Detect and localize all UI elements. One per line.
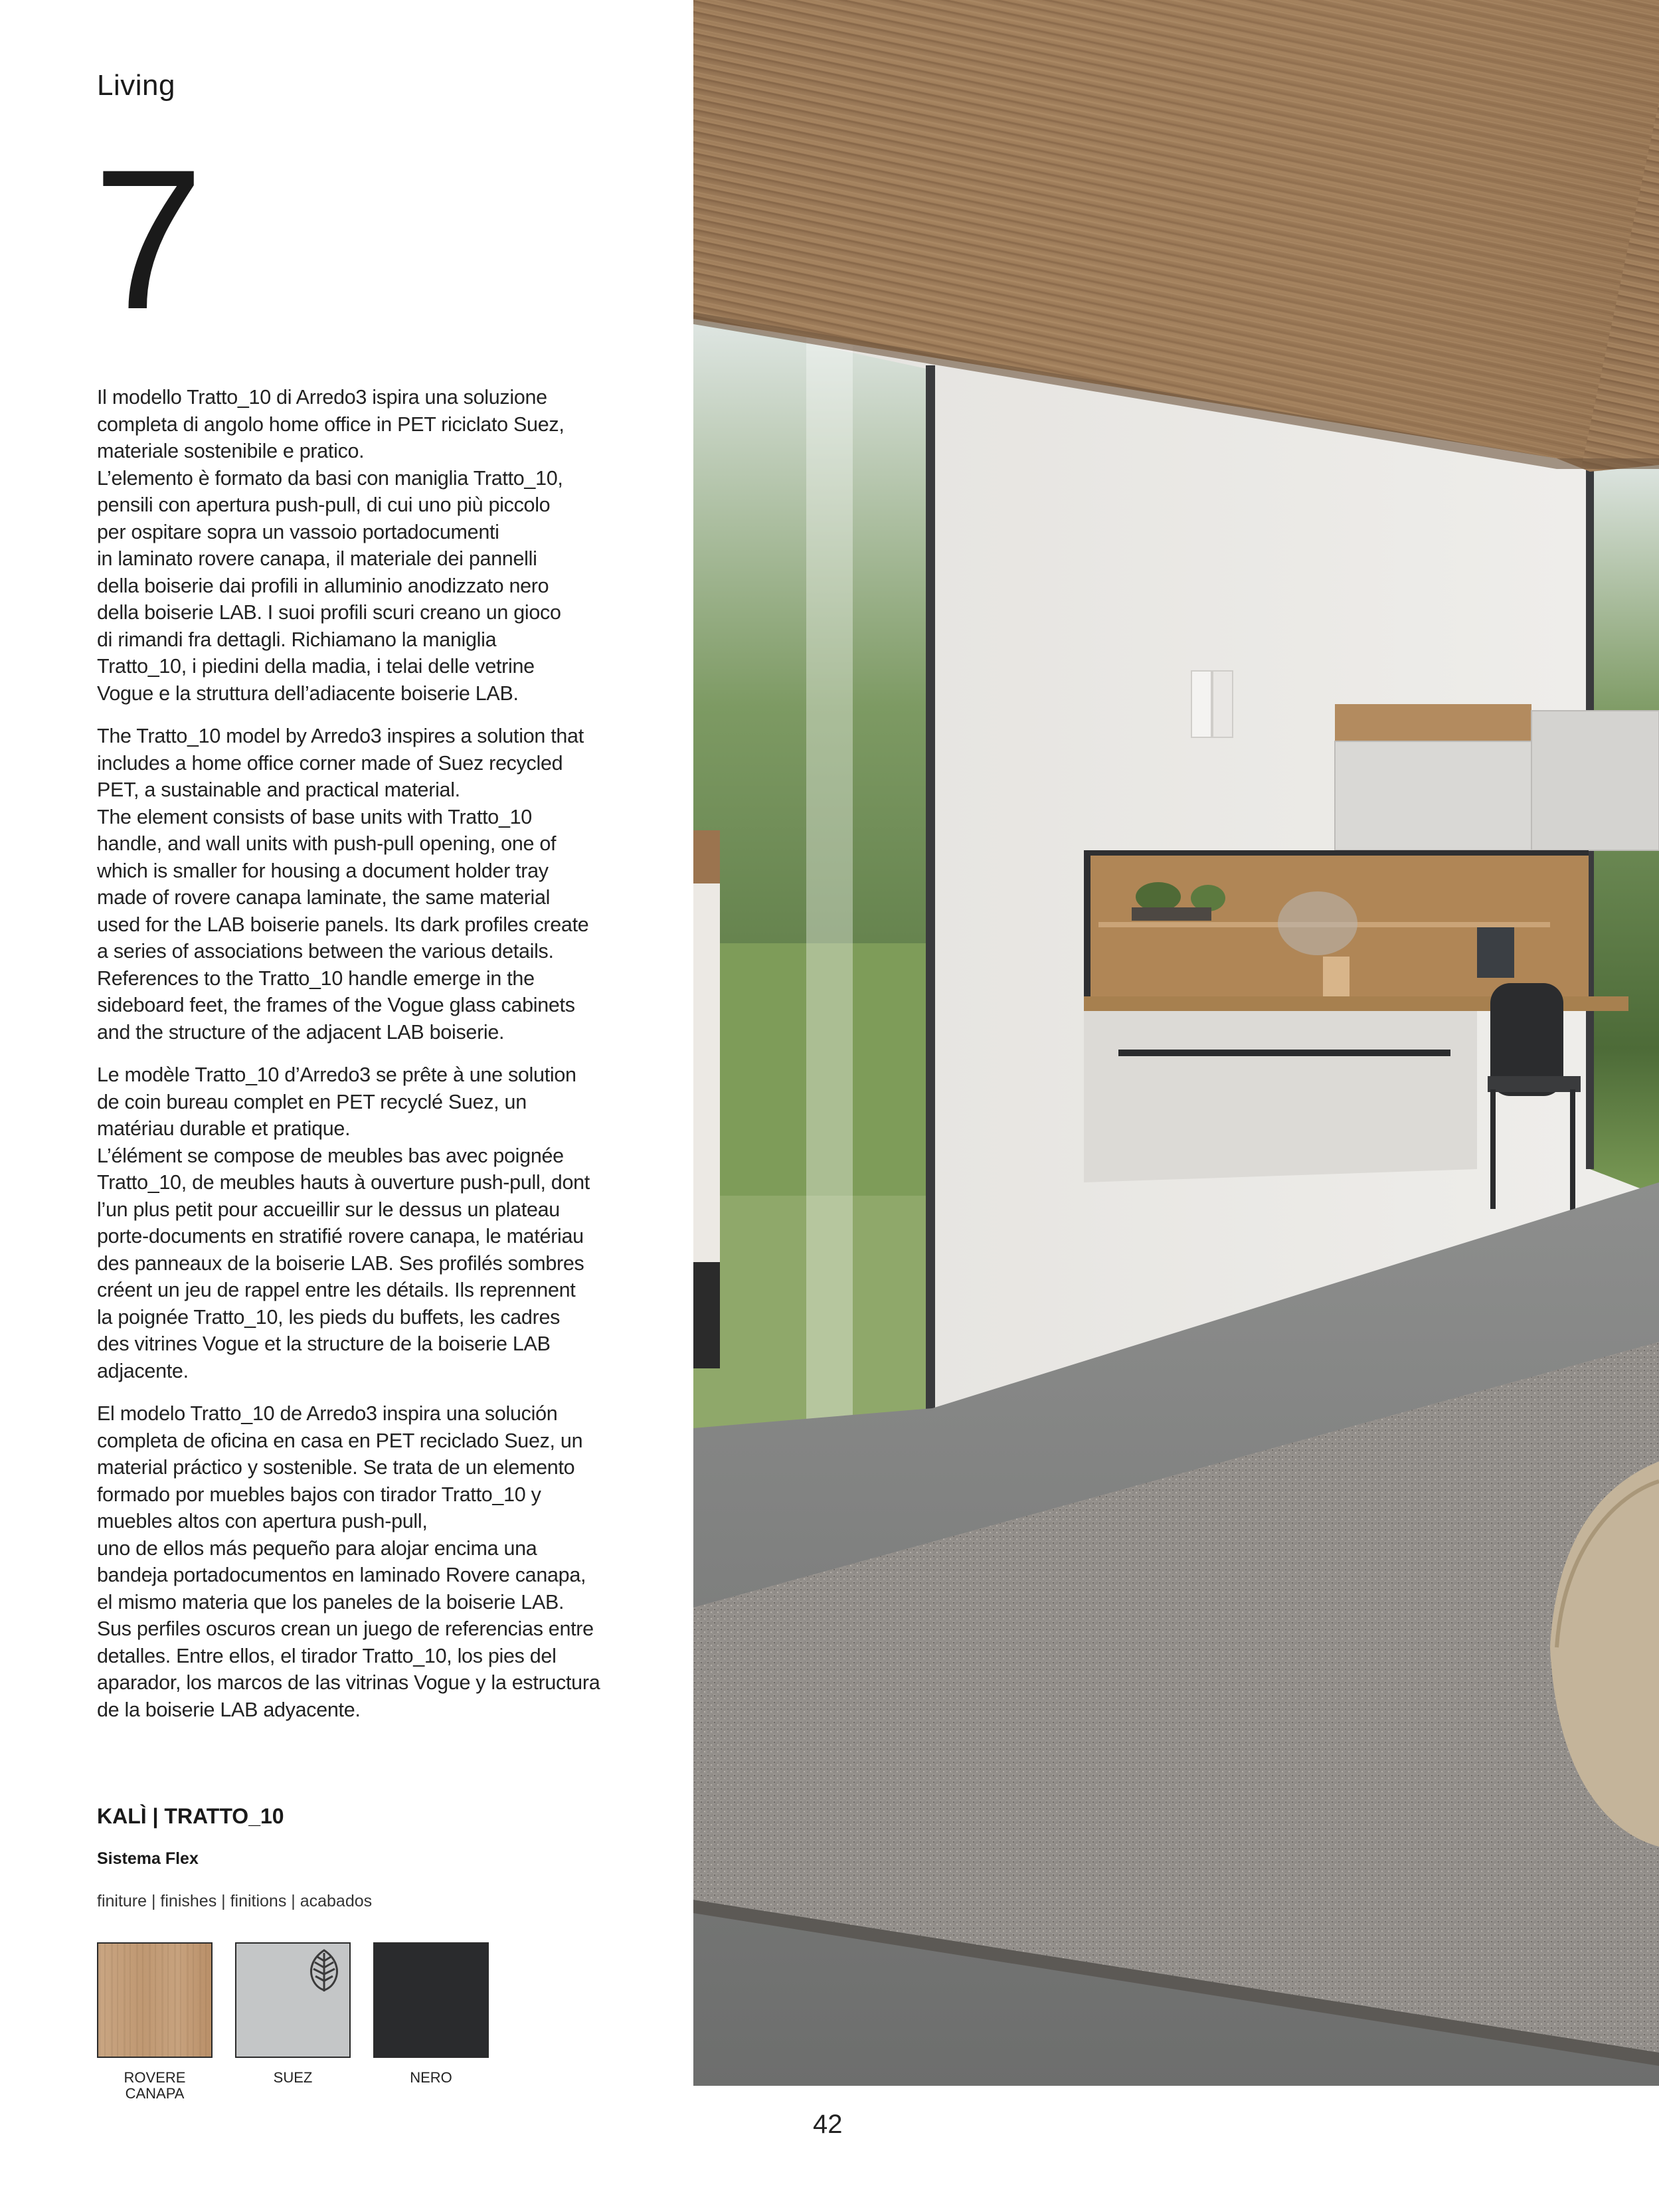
text-line: handle, and wall units with push-pull opening, one of (97, 832, 557, 855)
text-line: adjacente. (97, 1359, 189, 1382)
swatch-suez (235, 1942, 351, 2058)
text-line: Tratto_10, de meubles hauts à ouverture push-pull, dont (97, 1171, 590, 1194)
text-line: aparador, los marcos de las vitrinas Vogue y la estructura (97, 1671, 600, 1694)
text-line: material práctico y sostenible. Se trata de un elemento (97, 1456, 575, 1479)
text-line: créent un jeu de rappel entre les détails. Ils reprennent (97, 1279, 576, 1301)
text-line: de la boiserie LAB adyacente. (97, 1698, 361, 1721)
text-line: Il modello Tratto_10 di Arredo3 ispira una soluzione (97, 386, 547, 409)
text-line: L’élément se compose de meubles bas avec poignée (97, 1144, 564, 1167)
text-line: matériau durable et pratique. (97, 1117, 351, 1140)
text-line: el mismo materia que los paneles de la boiserie LAB. (97, 1590, 565, 1613)
text-line: used for the LAB boiserie panels. Its dark profiles create (97, 913, 589, 936)
text-line: uno de ellos más pequeño para alojar encima una (97, 1536, 537, 1560)
finishes-label: finiture | finishes | finitions | acabados (97, 1892, 373, 1910)
text-line: L’elemento è formato da basi con maniglia Tratto_10, (97, 466, 563, 490)
text-line: della boiserie LAB. I suoi profili scuri creano un gioco (97, 601, 561, 624)
text-line: materiale sostenibile e pratico. (97, 440, 365, 462)
paragraph-english (97, 723, 615, 1046)
text-line: El modelo Tratto_10 de Arredo3 inspira una solución (97, 1402, 558, 1425)
swatch-rovere-canapa (97, 1942, 213, 2058)
text-line: di rimandi fra dettagli. Richiamano la maniglia (97, 628, 497, 651)
text-line: PET, a sustainable and practical material. (97, 779, 460, 801)
text-line: Le modèle Tratto_10 d’Arredo3 se prête à une solution (97, 1063, 576, 1086)
text-line: bandeja portadocumentos en laminado Rovere canapa, (97, 1564, 586, 1586)
text-line: pensili con apertura push-pull, di cui uno più piccolo (97, 494, 551, 516)
text-line: made of rovere canapa laminate, the same material (97, 886, 551, 909)
section-label: Living (97, 69, 175, 102)
chapter-number: 7 (93, 128, 204, 351)
text-line: completa de oficina en casa en PET reciclado Suez, un (97, 1429, 583, 1452)
text-line: The element consists of base units with Tratto_10 (97, 805, 532, 828)
swatch-label-suez: SUEZ (273, 2069, 313, 2086)
text-line: a series of associations between the various details. (97, 940, 554, 963)
text-line: Tratto_10, i piedini della madia, i telai delle vetrine (97, 655, 535, 678)
text-line: muebles altos con apertura push-pull, (97, 1510, 428, 1532)
text-line: includes a home office corner made of Suez recycled (97, 751, 563, 775)
paragraph-french (97, 1061, 615, 1384)
swatch-label-nero: NERO (410, 2069, 452, 2086)
description-text (97, 384, 615, 1739)
text-line: completa di angolo home office in PET riciclato Suez, (97, 413, 565, 436)
page-number: 42 (813, 2110, 843, 2139)
text-line: la poignée Tratto_10, les pieds du buffets, les cadres (97, 1305, 561, 1329)
text-line: formado por muebles bajos con tirador Tratto_10 y (97, 1483, 541, 1506)
text-line: The Tratto_10 model by Arredo3 inspires a solution that (97, 725, 584, 747)
text-line: des vitrines Vogue et la structure de la boiserie LAB (97, 1333, 551, 1355)
text-line: per ospitare sopra un vassoio portadocumenti (97, 520, 499, 543)
text-line: which is smaller for housing a document holder tray (97, 859, 549, 882)
text-line: detalles. Entre ellos, el tirador Tratto_10, los pies del (97, 1644, 557, 1667)
product-title: KALÌ | TRATTO_10 (97, 1804, 284, 1828)
text-line: Sus perfiles oscuros crean un juego de referencias entre (97, 1617, 594, 1640)
paragraph-italian (97, 384, 615, 707)
text-line: porte-documents en stratifié rovere canapa, le matériau (97, 1225, 584, 1247)
swatch-label-rovere-canapa: ROVERE CANAPA (124, 2069, 186, 2102)
leaf-icon (304, 1949, 344, 1993)
text-line: sideboard feet, the frames of the Vogue glass cabinets (97, 994, 575, 1016)
text-line: and the structure of the adjacent LAB boiserie. (97, 1020, 505, 1044)
paragraph-spanish (97, 1400, 615, 1723)
text-line: l’un plus petit pour accueillir sur le dessus un plateau (97, 1198, 560, 1221)
text-line: des panneaux de la boiserie LAB. Ses profilés sombres (97, 1251, 584, 1275)
swatch-nero (373, 1942, 489, 2058)
text-line: in laminato rovere canapa, il materiale dei pannelli (97, 547, 537, 570)
text-line: della boiserie dai profili in alluminio anodizzato nero (97, 574, 549, 597)
text-line: References to the Tratto_10 handle emerge in the (97, 967, 535, 990)
text-line: Vogue e la struttura dell’adiacente boiserie LAB. (97, 682, 519, 705)
product-system: Sistema Flex (97, 1849, 199, 1868)
interior-photo (693, 0, 1659, 2086)
text-line: de coin bureau complet en PET recyclé Suez, un (97, 1090, 527, 1113)
